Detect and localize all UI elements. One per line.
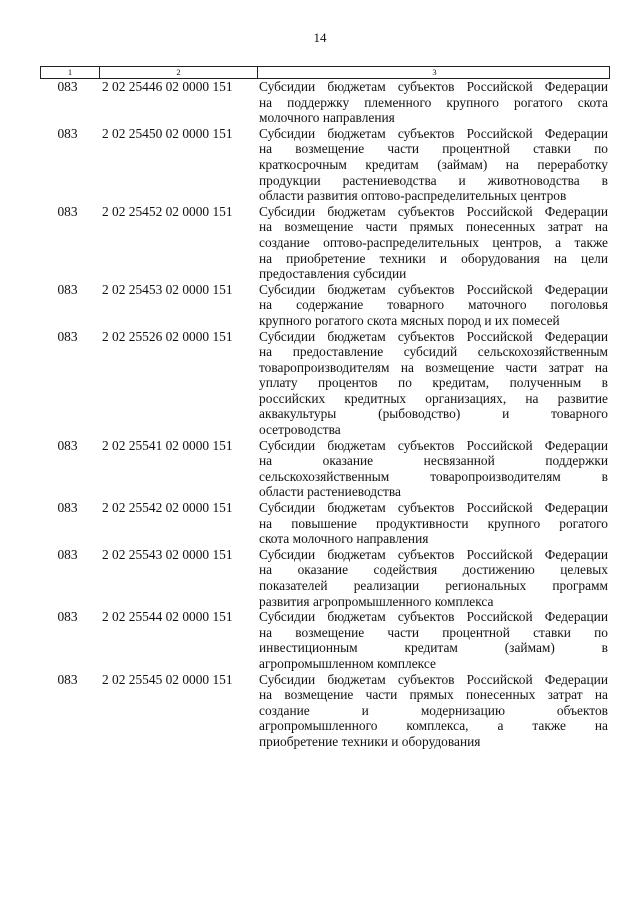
description-line: на оказание несвязанной поддержки <box>259 453 608 469</box>
admin-code-cell: 083 <box>57 328 78 344</box>
description-line: на повышение продуктивности крупного рогатого <box>259 515 608 531</box>
description-line: Субсидии бюджетам субъектов Российской Федерации <box>259 125 608 141</box>
column-header-1: 1 <box>41 67 100 78</box>
admin-code-cell: 083 <box>57 79 78 94</box>
description-cell <box>257 500 610 547</box>
admin-code-cell: 083 <box>57 281 78 297</box>
description-cell <box>257 438 610 500</box>
table-row <box>40 79 610 126</box>
table-row <box>40 609 610 671</box>
description-line: показателей реализации региональных программ <box>259 578 608 593</box>
description-line: Субсидии бюджетам субъектов Российской Федерации <box>259 328 608 344</box>
table-row <box>40 438 610 500</box>
description-line: Субсидии бюджетам субъектов Российской Федерации <box>259 203 608 219</box>
table-body <box>40 79 610 750</box>
description-line: краткосрочным кредитам (займам) на переработку <box>259 156 608 172</box>
description-line: Субсидии бюджетам субъектов Российской Федерации <box>259 609 608 625</box>
description-line: агропромышленном комплексе <box>259 655 436 671</box>
description-cell <box>257 672 610 750</box>
description-line: уплату процентов по кредитам, полученным в <box>259 375 608 391</box>
budget-code-table <box>40 66 610 750</box>
description-line: создание и модернизацию объектов <box>259 702 608 718</box>
description-line: продукции растениеводства и животноводства в <box>259 172 608 188</box>
description-cell <box>257 329 610 438</box>
admin-code-cell: 083 <box>57 609 78 625</box>
description-line: осетроводства <box>259 422 341 438</box>
budget-classification-code-cell: 2 02 25446 02 0000 151 <box>102 79 233 94</box>
admin-code-cell: 083 <box>57 437 78 453</box>
budget-classification-code-cell: 2 02 25452 02 0000 151 <box>102 203 233 219</box>
budget-classification-code-cell: 2 02 25542 02 0000 151 <box>102 500 233 516</box>
table-row <box>40 500 610 547</box>
admin-code-cell: 083 <box>57 125 78 141</box>
description-line: на возмещение части процентной ставки по <box>259 141 608 157</box>
description-line: инвестиционным кредитам (займам) в <box>259 640 608 656</box>
description-line: скота молочного направления <box>259 531 429 547</box>
description-cell <box>257 282 610 329</box>
table-row <box>40 204 610 282</box>
description-cell <box>257 204 610 282</box>
description-line: предоставления субсидии <box>259 266 407 282</box>
budget-classification-code-cell: 2 02 25544 02 0000 151 <box>102 609 233 625</box>
table-row <box>40 672 610 750</box>
description-line: создание оптово-распределительных центров, а также <box>259 234 608 250</box>
budget-classification-code-cell: 2 02 25453 02 0000 151 <box>102 281 233 297</box>
description-line: Субсидии бюджетам субъектов Российской Федерации <box>259 671 608 687</box>
budget-classification-code-cell: 2 02 25545 02 0000 151 <box>102 671 233 687</box>
description-line: Субсидии бюджетам субъектов Российской Федерации <box>259 79 608 94</box>
description-line: на поддержку племенного крупного рогатого скота <box>259 94 608 110</box>
description-line: области развития оптово-распределительных центров <box>259 188 567 204</box>
table-row <box>40 329 610 438</box>
budget-classification-code-cell: 2 02 25543 02 0000 151 <box>102 546 233 562</box>
description-line: российских кредитных организациях, на развитие <box>259 390 608 406</box>
table-header-row <box>40 66 610 79</box>
description-line: аквакультуры (рыбоводство) и товарного <box>259 406 608 422</box>
description-line: крупного рогатого скота мясных пород и их помесей <box>259 312 560 328</box>
description-line: области растениеводства <box>259 484 402 500</box>
admin-code-cell: 083 <box>57 203 78 219</box>
description-line: агропромышленного комплекса, а также на <box>259 718 608 734</box>
description-cell <box>257 126 610 204</box>
description-line: Субсидии бюджетам субъектов Российской Федерации <box>259 281 608 297</box>
page-number: 14 <box>313 30 327 45</box>
description-line: Субсидии бюджетам субъектов Российской Федерации <box>259 546 608 562</box>
table-row <box>40 282 610 329</box>
admin-code-cell: 083 <box>57 671 78 687</box>
description-line: на возмещение части процентной ставки по <box>259 624 608 640</box>
admin-code-cell: 083 <box>57 500 78 516</box>
description-line: на возмещение части прямых понесенных затрат на <box>259 687 608 703</box>
column-header-3: 3 <box>432 67 437 77</box>
description-line: товаропроизводителям на возмещение части затрат на <box>259 359 608 375</box>
description-line: на приобретение техники и оборудования на цели <box>259 250 608 266</box>
description-cell <box>257 547 610 609</box>
admin-code-cell: 083 <box>57 546 78 562</box>
budget-classification-code-cell: 2 02 25541 02 0000 151 <box>102 437 233 453</box>
table-row <box>40 547 610 609</box>
budget-classification-code-cell: 2 02 25526 02 0000 151 <box>102 328 233 344</box>
table-row <box>40 126 610 204</box>
description-line: молочного направления <box>259 110 395 126</box>
description-line: на возмещение части прямых понесенных затрат на <box>259 219 608 235</box>
description-line: на предоставление субсидий сельскохозяйственным <box>259 344 608 360</box>
description-line: приобретение техники и оборудования <box>259 733 481 749</box>
description-line: сельскохозяйственным товаропроизводителям в <box>259 468 608 484</box>
description-line: на содержание товарного маточного поголовья <box>259 297 608 313</box>
description-cell <box>257 609 610 671</box>
budget-classification-code-cell: 2 02 25450 02 0000 151 <box>102 125 233 141</box>
column-header-2: 2 <box>100 67 258 78</box>
description-line: на оказание содействия достижению целевых <box>259 562 608 578</box>
description-cell <box>257 79 610 126</box>
description-line: развития агропромышленного комплекса <box>259 593 494 609</box>
description-line: Субсидии бюджетам субъектов Российской Федерации <box>259 500 608 516</box>
description-line: Субсидии бюджетам субъектов Российской Федерации <box>259 437 608 453</box>
